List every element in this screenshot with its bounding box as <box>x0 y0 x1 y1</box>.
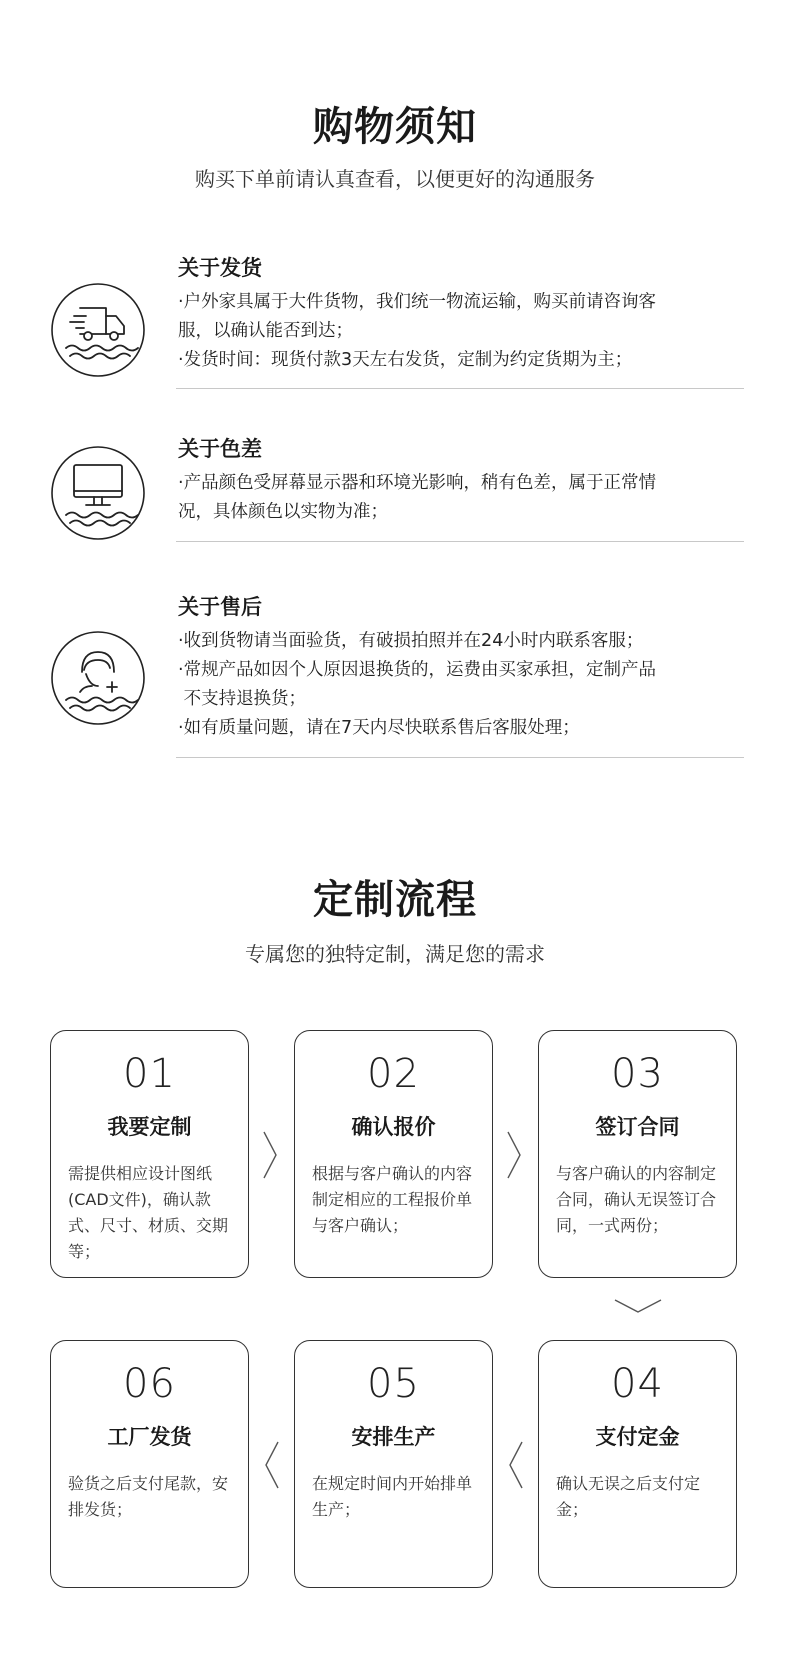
chevron-right-icon <box>260 1130 282 1180</box>
step-card-02 <box>294 1030 493 1278</box>
step-description: 需提供相应设计图纸(CAD文件)，确认款式、尺寸、材质、交期等； <box>68 1164 229 1261</box>
chevron-left-icon <box>260 1440 282 1490</box>
notice-line: 况，具体颜色以实物为准； <box>178 502 388 522</box>
step-card-01 <box>50 1030 249 1278</box>
chevron-down-icon <box>613 1296 663 1318</box>
notice-line: 不支持退换货； <box>178 689 307 709</box>
notice-line: ·产品颜色受屏幕显示器和环境光影响，稍有色差，属于正常情 <box>178 473 657 493</box>
step-description: 确认无误之后支付定金； <box>556 1474 701 1519</box>
notice-item-color <box>178 433 743 527</box>
chevron-left-icon <box>504 1440 526 1490</box>
step-number: 05 <box>367 1361 420 1407</box>
step-title: 支付定金 <box>595 1425 680 1449</box>
step-number: 01 <box>123 1051 176 1097</box>
divider <box>176 757 744 758</box>
step-title: 工厂发货 <box>107 1425 192 1449</box>
notice-line: ·户外家具属于大件货物，我们统一物流运输，购买前请咨询客 <box>178 292 657 312</box>
notice-subtitle: 购买下单前请认真查看，以便更好的沟通服务 <box>195 167 595 191</box>
step-title: 安排生产 <box>351 1425 436 1449</box>
step-card-03 <box>538 1030 737 1278</box>
step-card-04 <box>538 1340 737 1588</box>
step-number: 04 <box>611 1361 664 1407</box>
step-description: 在规定时间内开始排单生产； <box>312 1474 473 1519</box>
step-description: 根据与客户确认的内容制定相应的工程报价单与客户确认； <box>312 1164 473 1235</box>
notice-line: ·发货时间：现货付款3天左右发货，定制为约定货期为主； <box>178 350 633 370</box>
delivery-truck-icon <box>50 282 146 378</box>
notice-line: ·如有质量问题，请在7天内尽快联系售后客服处理； <box>178 718 580 738</box>
notice-line: ·常规产品如因个人原因退换货的，运费由买家承担，定制产品 <box>178 660 657 680</box>
notice-item-aftersale <box>178 591 743 743</box>
step-title: 确认报价 <box>351 1115 436 1139</box>
step-card-05 <box>294 1340 493 1588</box>
step-number: 03 <box>611 1051 664 1097</box>
step-title: 签订合同 <box>595 1115 680 1139</box>
divider <box>176 388 744 389</box>
step-title: 我要定制 <box>107 1115 192 1139</box>
process-subtitle: 专属您的独特定制，满足您的需求 <box>245 942 545 966</box>
notice-item-delivery <box>178 252 743 375</box>
monitor-icon <box>50 445 146 541</box>
step-description: 验货之后支付尾款，安排发货； <box>68 1474 229 1519</box>
notice-heading: 关于售后 <box>178 595 262 619</box>
notice-title: 购物须知 <box>313 104 477 150</box>
notice-heading: 关于色差 <box>178 437 262 461</box>
notice-heading: 关于发货 <box>178 256 262 280</box>
customer-service-icon <box>50 630 146 726</box>
notice-line: 服，以确认能否到达； <box>178 321 353 341</box>
notice-line: ·收到货物请当面验货，有破损拍照并在24小时内联系客服； <box>178 631 644 651</box>
divider <box>176 541 744 542</box>
process-title: 定制流程 <box>313 877 477 923</box>
chevron-right-icon <box>504 1130 526 1180</box>
step-number: 06 <box>123 1361 176 1407</box>
step-number: 02 <box>367 1051 420 1097</box>
step-card-06 <box>50 1340 249 1588</box>
step-description: 与客户确认的内容制定合同，确认无误签订合同，一式两份； <box>556 1164 717 1235</box>
